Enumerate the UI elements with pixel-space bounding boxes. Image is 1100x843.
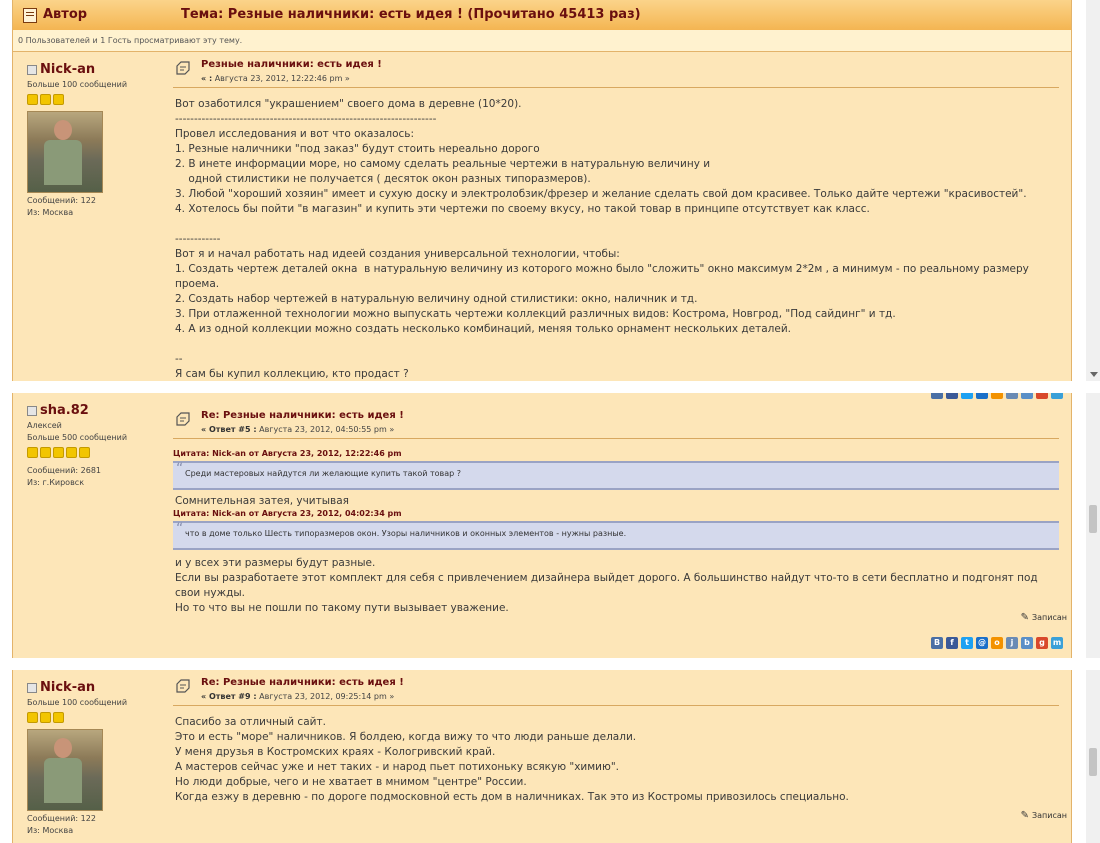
scrollbar[interactable] bbox=[1086, 0, 1100, 381]
post-title-link[interactable]: Re: Резные наличники: есть идея ! bbox=[201, 677, 404, 688]
scroll-thumb[interactable] bbox=[1089, 748, 1097, 776]
star-icon bbox=[53, 447, 64, 458]
star-icon bbox=[53, 94, 64, 105]
post-number[interactable]: « : bbox=[201, 74, 213, 83]
post-date: Августа 23, 2012, 12:22:46 pm » bbox=[214, 74, 350, 83]
post-body bbox=[173, 675, 1059, 805]
offline-status-icon bbox=[27, 683, 37, 693]
post-date: Августа 23, 2012, 04:50:55 pm » bbox=[259, 425, 395, 434]
star-icon bbox=[66, 447, 77, 458]
vk-icon[interactable]: B bbox=[931, 637, 943, 649]
poster-info bbox=[27, 403, 167, 487]
mailru-icon[interactable]: @ bbox=[978, 638, 986, 647]
quote-header-link[interactable]: Цитата: Nick-an от Августа 23, 2012, 04:02:34 pm bbox=[173, 509, 402, 518]
save-pen-icon: ✎ bbox=[1020, 612, 1029, 623]
quote-block: “ Среди мастеровых найдутся ли желающие купить такой товар ? bbox=[173, 461, 1059, 490]
twitter-icon[interactable]: t bbox=[961, 637, 973, 649]
scroll-thumb[interactable] bbox=[1089, 505, 1097, 533]
post-body bbox=[173, 57, 1059, 381]
poster-rank: Больше 100 сообщений bbox=[27, 698, 128, 707]
viewers-info: 0 Пользователей и 1 Гость просматривают эту тему. bbox=[13, 30, 1071, 52]
star-icon bbox=[40, 712, 51, 723]
poster-rank: Больше 500 сообщений bbox=[27, 433, 128, 442]
poster-location: Из: Москва bbox=[27, 826, 74, 835]
offline-status-icon bbox=[27, 406, 37, 416]
post-text-mid: Сомнительная затея, учитывая bbox=[175, 495, 349, 507]
post-text: и у всех эти размеры будут разные. Если вы разработаете этот комплект для себя с привлечением дизайнера выйдет дорого. А большинство найдут что-то в сети бесплатно и подгонят под свои нужды. Но то что вы не пошли по такому пути вызывает уважение. bbox=[175, 557, 1038, 614]
poster-realname: Алексей bbox=[27, 421, 62, 430]
saved-text: Записан bbox=[1032, 613, 1067, 622]
subject-icon bbox=[175, 412, 191, 426]
offline-status-icon bbox=[27, 65, 37, 75]
myworld-icon[interactable]: m bbox=[1052, 638, 1062, 647]
livejournal-icon[interactable]: j bbox=[1006, 637, 1018, 649]
rank-stars bbox=[27, 712, 167, 723]
poster-location: Из: Москва bbox=[27, 208, 74, 217]
book-icon bbox=[23, 8, 37, 23]
blog-icon[interactable]: b bbox=[1021, 637, 1033, 649]
saved-label bbox=[1021, 612, 1067, 623]
post-header bbox=[173, 408, 1059, 439]
scrollbar[interactable] bbox=[1086, 670, 1100, 843]
post-meta bbox=[201, 74, 350, 83]
rank-stars bbox=[27, 94, 167, 105]
poster-name[interactable] bbox=[27, 680, 167, 695]
rank-stars bbox=[27, 447, 167, 458]
post-date: Августа 23, 2012, 09:25:14 pm » bbox=[259, 692, 395, 701]
subject-icon bbox=[175, 61, 191, 75]
odnoklassniki-icon[interactable]: o bbox=[991, 637, 1003, 649]
poster-messages: Сообщений: 122 bbox=[27, 814, 96, 823]
post-number[interactable]: « Ответ #5 : bbox=[201, 425, 257, 434]
post-body bbox=[173, 398, 1059, 616]
quote-header-link[interactable]: Цитата: Nick-an от Августа 23, 2012, 12:22:46 pm bbox=[173, 449, 402, 458]
share-icons bbox=[931, 637, 1063, 649]
post-header bbox=[173, 57, 1059, 88]
post-header bbox=[173, 675, 1059, 706]
post-segment-1 bbox=[0, 0, 1100, 381]
post-title-link[interactable]: Резные наличники: есть идея ! bbox=[201, 59, 382, 70]
star-icon bbox=[53, 712, 64, 723]
saved-text: Записан bbox=[1032, 811, 1067, 820]
star-icon bbox=[40, 94, 51, 105]
poster-name-link[interactable]: sha.82 bbox=[40, 403, 89, 418]
poster-messages: Сообщений: 2681 bbox=[27, 466, 101, 475]
poster-name[interactable] bbox=[27, 62, 167, 77]
star-icon bbox=[27, 712, 38, 723]
post-number[interactable]: « Ответ #9 : bbox=[201, 692, 257, 701]
subject-icon bbox=[175, 679, 191, 693]
poster-info bbox=[27, 680, 167, 835]
poster-messages: Сообщений: 122 bbox=[27, 196, 96, 205]
post-meta bbox=[201, 692, 394, 701]
star-icon bbox=[40, 447, 51, 458]
post-text: Спасибо за отличный сайт. Это и есть "море" наличников. Я болдею, когда вижу то что люди раньше делали. У меня друзья в Костромских краях - Кологривский край. А мастеров сейчас уже и нет таких - и народ пьет потихоньку всякую "химию". Но люди добрые, чего и не хватает в мнимом "центре" России. Когда езжу в деревню - по дороге подмосковной есть дом в наличниках. Так это из Костромы привозилось специально. bbox=[175, 716, 849, 803]
post-meta bbox=[201, 425, 394, 434]
post-text: Вот озаботился "украшением" своего дома в деревне (10*20). --------------------------------------------------------------------- Провел исследования и вот что оказалось: 1. Резные наличники "под заказ" будут стоить нереально дорого 2. В инете информации море, но самому сделать реальные чертежи в натуральную величину и одной стилистики не получается ( десяток окон разных типоразмеров). 3. Любой "хороший хозяин" имеет и сухую доску и электролобзик/фрезер и желание сделать свой дом красивее. Только дайте чертежи "красивостей". 4. Хотелось бы пойти "в магазин" и купить эти чертежи по своему вкусу, но такой товар в принципе отсутствует как класс. ------------ Вот я и начал работать над идеей создания универсальной технологии, чтобы: 1. Создать чертеж деталей окна в натуральную величину из которого можно было "сложить" окно максимум 2*2м , а минимум - по реальному размеру проема. 2. Создать набор чертежей в натуральную величину одной стилистики: окно, наличник и тд. 3. При отлаженной технологии можно выпускать чертежи коллекций различных видов: Кострома, Новгрод, "Под сайдинг" и тд. 4. А из одной коллекции можно создать несколько комбинаций, меняя только орнамент нескольких деталей. -- Я сам бы купил коллекцию, кто продаст ? bbox=[175, 98, 1029, 380]
saved-label bbox=[1021, 810, 1067, 821]
star-icon bbox=[27, 94, 38, 105]
star-icon bbox=[79, 447, 90, 458]
poster-rank: Больше 100 сообщений bbox=[27, 80, 128, 89]
poster-name[interactable] bbox=[27, 403, 167, 418]
forum-frame bbox=[12, 0, 1072, 381]
avatar[interactable] bbox=[27, 729, 103, 811]
google-plus-icon[interactable]: g bbox=[1036, 637, 1048, 649]
quote-block: “ что в доме только Шесть типоразмеров окон. Узоры наличников и оконных элементов - нужны разные. bbox=[173, 521, 1059, 550]
author-column-label: Автор bbox=[43, 7, 88, 22]
poster-name-link[interactable]: Nick-an bbox=[40, 680, 96, 695]
forum-frame bbox=[12, 393, 1072, 658]
star-icon bbox=[27, 447, 38, 458]
save-pen-icon: ✎ bbox=[1020, 810, 1029, 821]
poster-name-link[interactable]: Nick-an bbox=[40, 62, 96, 77]
poster-location: Из: г.Кировск bbox=[27, 478, 85, 487]
scrollbar[interactable] bbox=[1086, 393, 1100, 658]
post-segment-2 bbox=[0, 393, 1100, 658]
post-title-link[interactable]: Re: Резные наличники: есть идея ! bbox=[201, 410, 404, 421]
topic-header bbox=[13, 0, 1071, 31]
avatar[interactable] bbox=[27, 111, 103, 193]
topic-title: Тема: Резные наличники: есть идея ! (Прочитано 45413 раз) bbox=[181, 7, 641, 22]
facebook-icon[interactable]: f bbox=[946, 637, 958, 649]
post-segment-3 bbox=[0, 670, 1100, 843]
scroll-down-arrow-icon[interactable] bbox=[1090, 372, 1098, 377]
poster-info bbox=[27, 62, 167, 217]
forum-frame bbox=[12, 670, 1072, 843]
